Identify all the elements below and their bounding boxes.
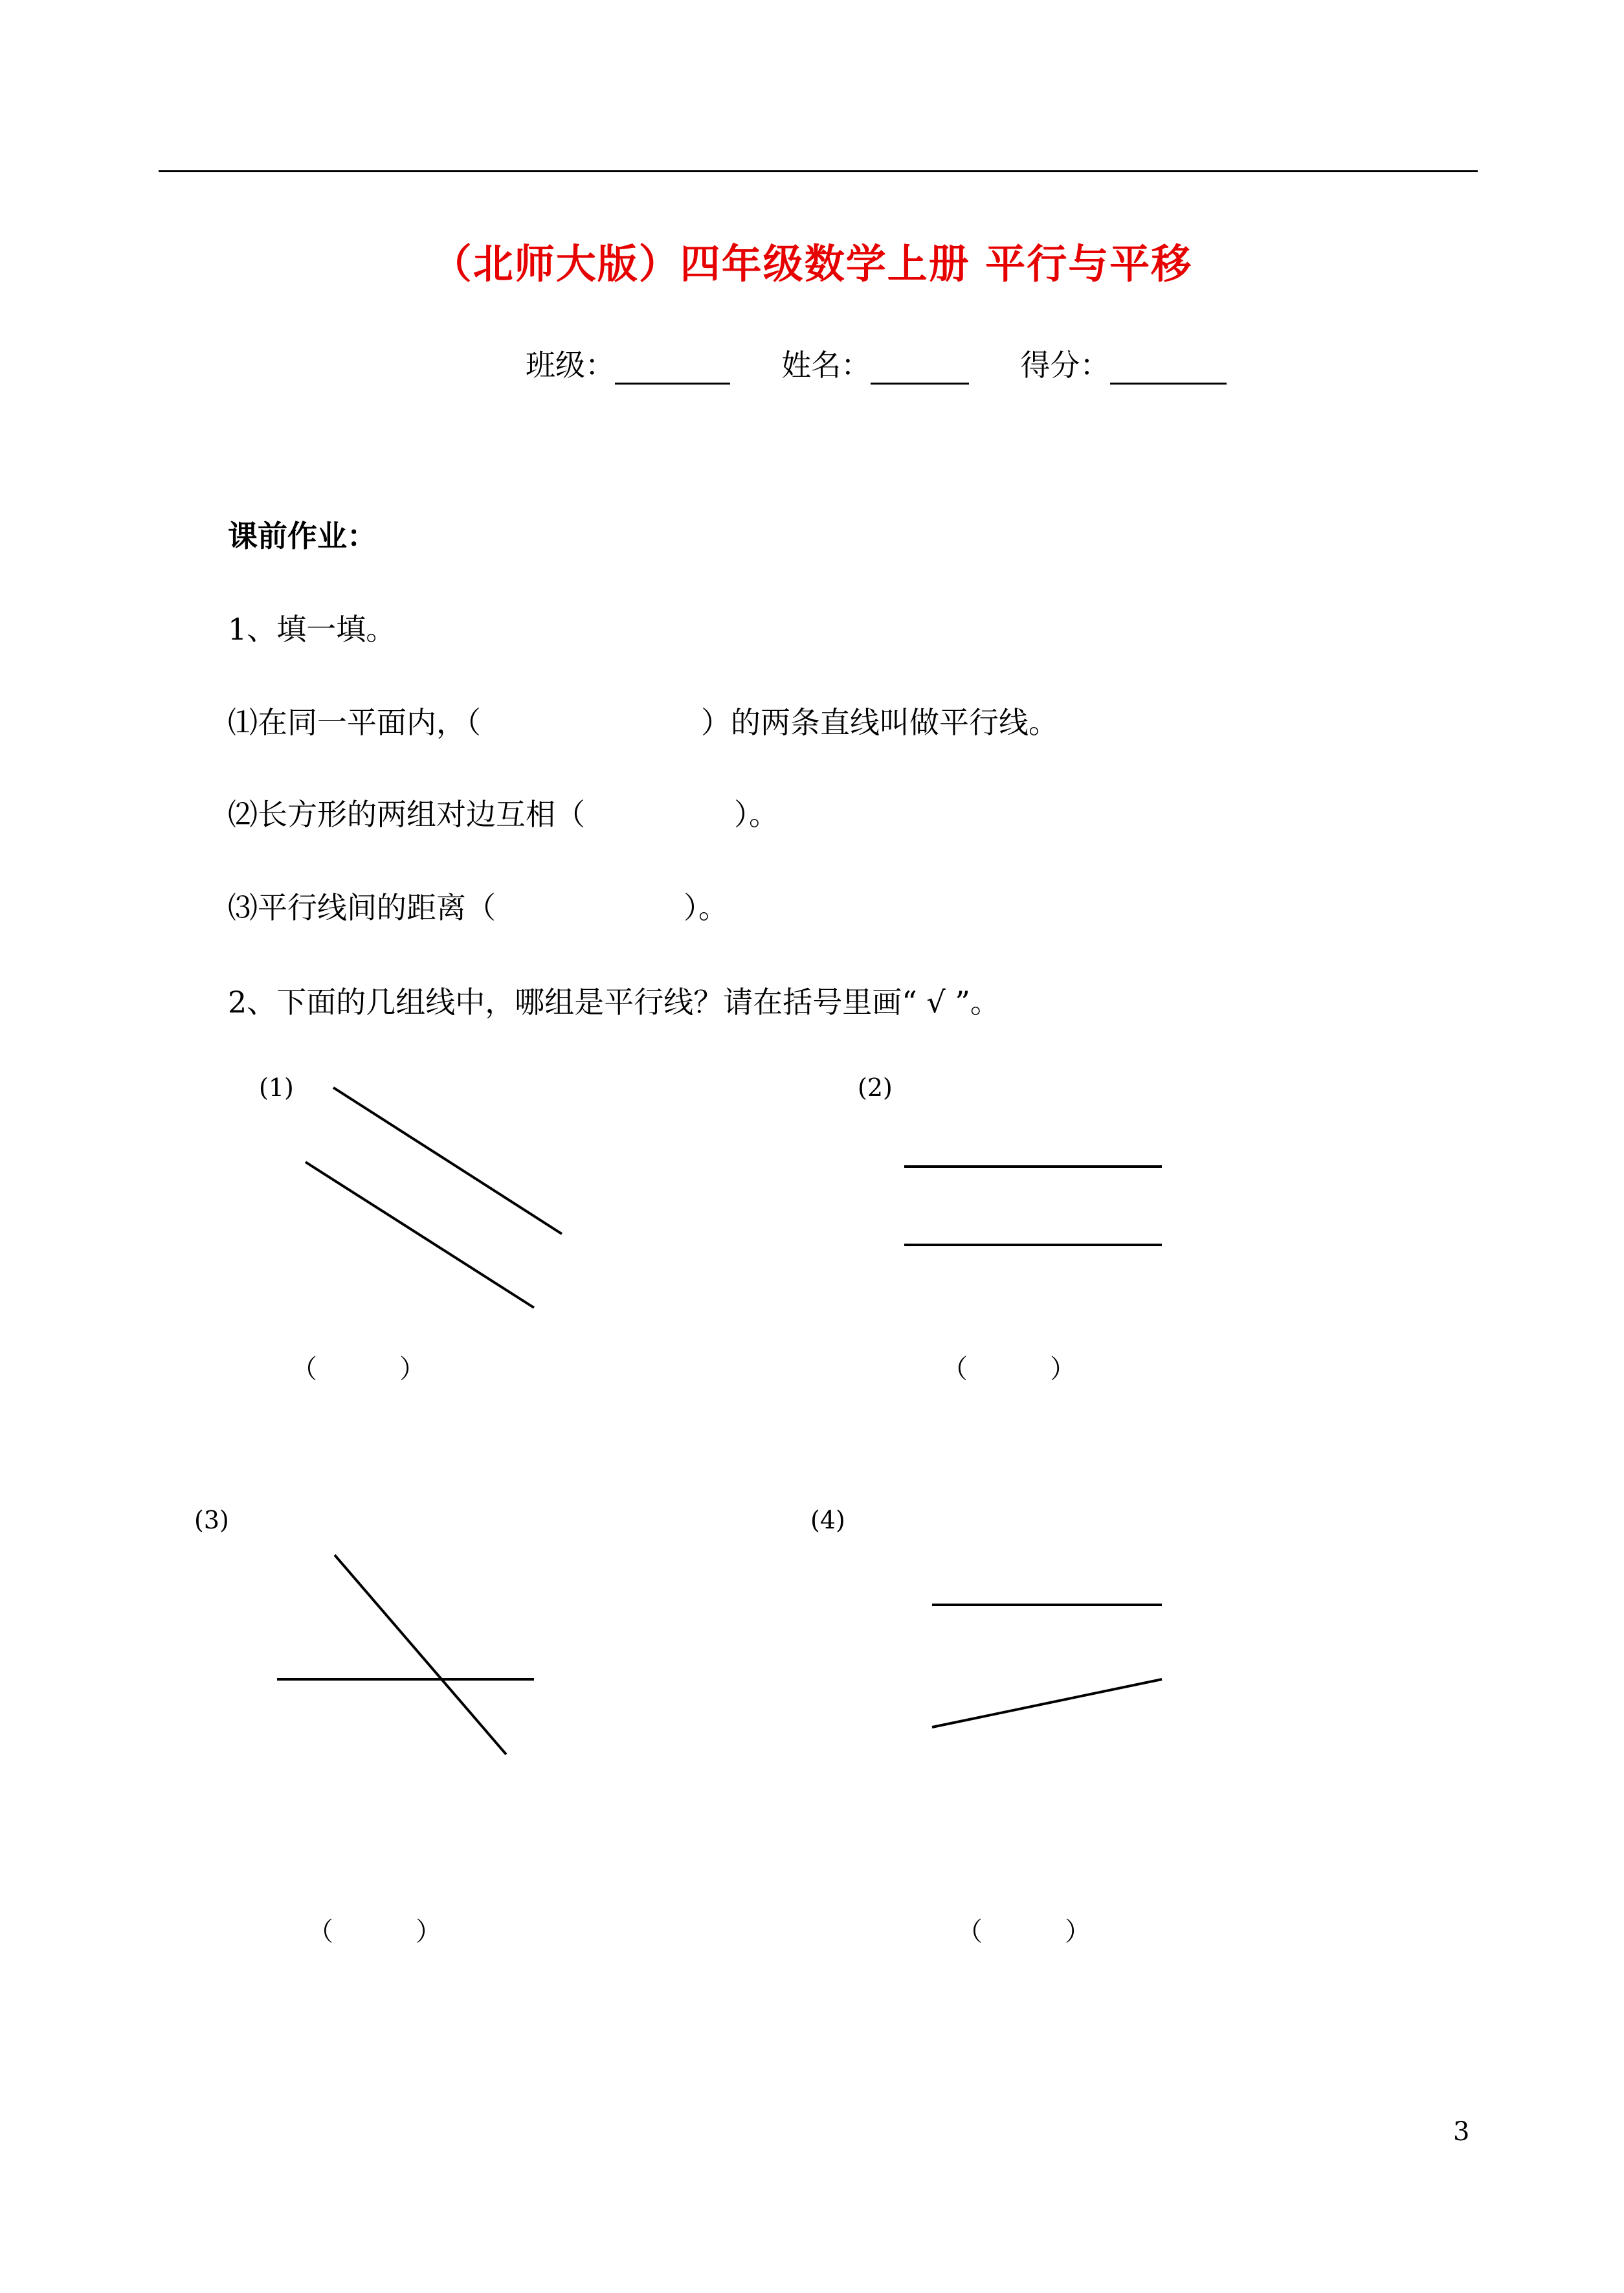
item-1-prefix: ⑴在同一平面内，（ <box>228 705 481 740</box>
section-heading: 课前作业： <box>228 519 377 554</box>
question-2-title: 2、下面的几组线中，哪组是平行线？请在括号里画“ √ ”。 <box>228 985 1000 1020</box>
figure-4-label: (4) <box>810 1506 845 1534</box>
figure-2-answer-blank[interactable]: （ ） <box>942 1354 1076 1384</box>
page-title: （北师大版）四年级数学上册 平行与平移 <box>431 240 1193 287</box>
figure-1-answer-blank[interactable]: （ ） <box>291 1354 426 1384</box>
figure-1-line-b <box>306 1162 534 1308</box>
page-number: 3 <box>1453 2117 1470 2147</box>
figure-4-line-b <box>932 1679 1162 1727</box>
question-1-title: 1、填一填。 <box>228 612 396 647</box>
item-2-prefix: ⑵长方形的两组对边互相（ <box>228 797 585 832</box>
figure-3-label: (3) <box>194 1506 229 1534</box>
figure-3-answer-blank[interactable]: （ ） <box>307 1917 442 1947</box>
item-3-prefix: ⑶平行线间的距离（ <box>228 890 496 925</box>
figure-1-label: (1) <box>259 1073 294 1102</box>
name-label: 姓名： <box>781 348 871 383</box>
item-2-suffix: ）。 <box>734 797 779 832</box>
figure-1-line-a <box>333 1088 562 1234</box>
figure-3-line-diagonal <box>335 1555 506 1754</box>
item-3-suffix: ）。 <box>684 890 728 925</box>
figure-2-label: (2) <box>858 1073 893 1102</box>
item-1-suffix: ）的两条直线叫做平行线。 <box>701 705 1058 740</box>
figure-4-answer-blank[interactable]: （ ） <box>957 1917 1091 1947</box>
score-label: 得分： <box>1020 348 1110 383</box>
class-label: 班级： <box>526 348 615 383</box>
